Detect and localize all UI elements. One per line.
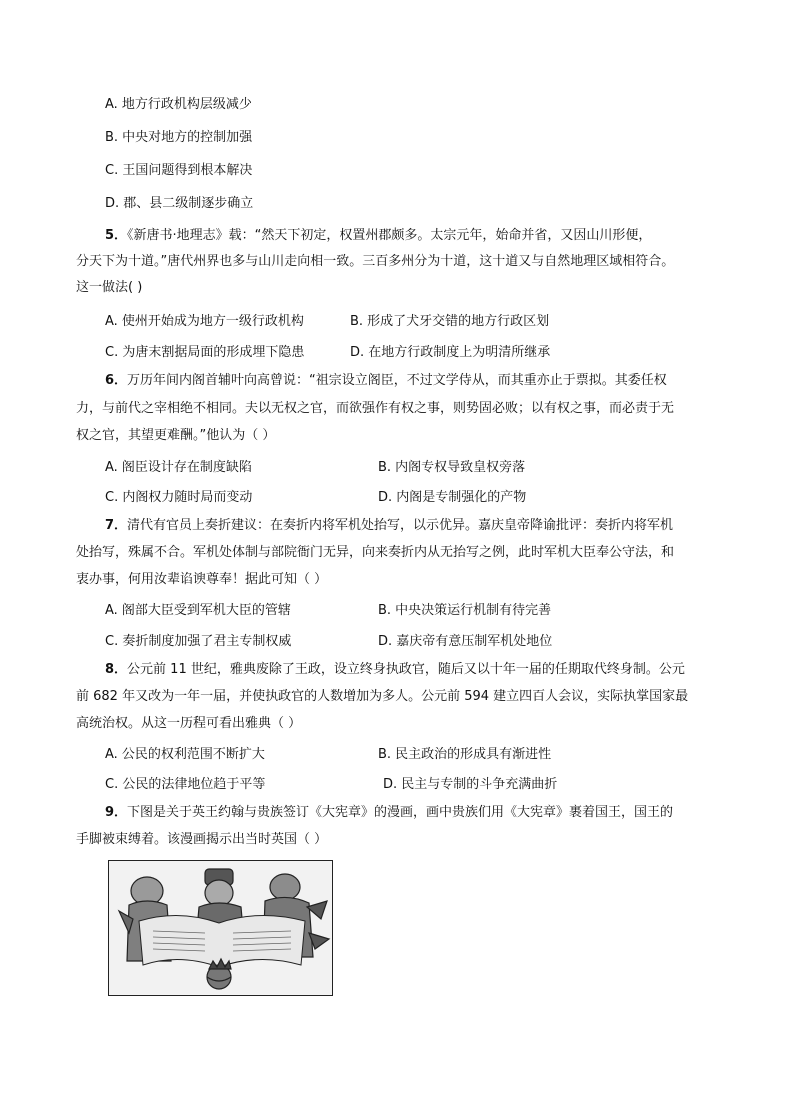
q5-number: 5． <box>105 228 128 243</box>
q4-option-b: B. 中央对地方的控制加强 <box>105 130 253 145</box>
q9-number: 9． <box>105 805 128 820</box>
q9-stem-line2: 手脚被束缚着。该漫画揭示出当时英国（ ） <box>76 832 328 847</box>
magna-carta-cartoon <box>108 860 333 996</box>
q8-option-a: A. 公民的权利范围不断扩大 <box>105 747 265 762</box>
q6-option-d: D. 内阁是专制强化的产物 <box>378 490 527 505</box>
q6-option-b: B. 内阁专权导致皇权旁落 <box>378 460 526 475</box>
q6-stem-line3: 权之官，其望更难酬。”他认为（ ） <box>76 428 276 443</box>
q7-stem-line2: 处抬写，殊属不合。军机处体制与部院衙门无异，向来奏折内从无抬写之例，此时军机大臣奉公守法，和 <box>76 545 675 560</box>
q8-number: 8． <box>105 662 128 677</box>
q6-stem-line1: 6．万历年间内阁首辅叶向高曾说：“祖宗设立阁臣，不过文学侍从，而其重亦止于票拟。其委任权 <box>105 373 667 388</box>
cartoon-illustration <box>109 861 331 994</box>
q5-option-d: D. 在地方行政制度上为明清所继承 <box>350 345 551 360</box>
q5-option-c: C. 为唐末割据局面的形成埋下隐患 <box>105 345 305 360</box>
q6-stem-line2: 力，与前代之宰相绝不相同。夫以无权之官，而欲强作有权之事，则势固必败；以有权之事，而必责于无 <box>76 401 675 416</box>
q5-option-b: B. 形成了犬牙交错的地方行政区划 <box>350 314 550 329</box>
q8-stem-line2: 前 682 年又改为一年一届，并使执政官的人数增加为多人。公元前 594 建立四百人会议，实际执掌国家最 <box>76 689 689 704</box>
q7-option-b: B. 中央决策运行机制有待完善 <box>378 603 552 618</box>
q7-option-a: A. 阁部大臣受到军机大臣的管辖 <box>105 603 291 618</box>
q4-option-a: A. 地方行政机构层级减少 <box>105 97 252 112</box>
q9-stem-line1: 9．下图是关于英王约翰与贵族签订《大宪章》的漫画，画中贵族们用《大宪章》裹着国王，国王的 <box>105 805 674 820</box>
q7-number: 7． <box>105 518 128 533</box>
q8-stem-line3: 高统治权。从这一历程可看出雅典（ ） <box>76 716 302 731</box>
q8-option-d: D. 民主与专制的斗争充满曲折 <box>383 777 558 792</box>
q8-stem-line1: 8．公元前 11 世纪，雅典废除了王政，设立终身执政官，随后又以十年一届的任期取代终身制。公元 <box>105 662 685 677</box>
q4-option-d: D. 郡、县二级制逐步确立 <box>105 196 254 211</box>
q7-option-d: D. 嘉庆帝有意压制军机处地位 <box>378 634 553 649</box>
q6-option-a: A. 阁臣设计存在制度缺陷 <box>105 460 252 475</box>
q6-option-c: C. 内阁权力随时局而变动 <box>105 490 253 505</box>
q4-option-c: C. 王国问题得到根本解决 <box>105 163 253 178</box>
q5-stem-line2: 分天下为十道。”唐代州界也多与山川走向相一致。三百多州分为十道，这十道又与自然地理区域相符合。 <box>76 254 675 269</box>
q5-option-a: A. 使州开始成为地方一级行政机构 <box>105 314 304 329</box>
q7-stem-line1: 7．清代有官员上奏折建议：在奏折内将军机处抬写，以示优异。嘉庆皇帝降谕批评：奏折内将军机 <box>105 518 674 533</box>
q8-option-c: C. 公民的法律地位趋于平等 <box>105 777 266 792</box>
q5-stem-line3: 这一做法( ) <box>76 280 143 295</box>
magna-carta-scroll <box>139 915 305 967</box>
q7-option-c: C. 奏折制度加强了君主专制权威 <box>105 634 292 649</box>
q6-number: 6． <box>105 373 128 388</box>
q5-stem-line1: 5．《新唐书·地理志》载：“然天下初定，权置州郡颇多。太宗元年，始命并省，又因山川形便， <box>105 228 652 243</box>
q8-option-b: B. 民主政治的形成具有渐进性 <box>378 747 552 762</box>
q7-stem-line3: 衷办事，何用汝辈谄谀尊奉！据此可知（ ） <box>76 572 328 587</box>
